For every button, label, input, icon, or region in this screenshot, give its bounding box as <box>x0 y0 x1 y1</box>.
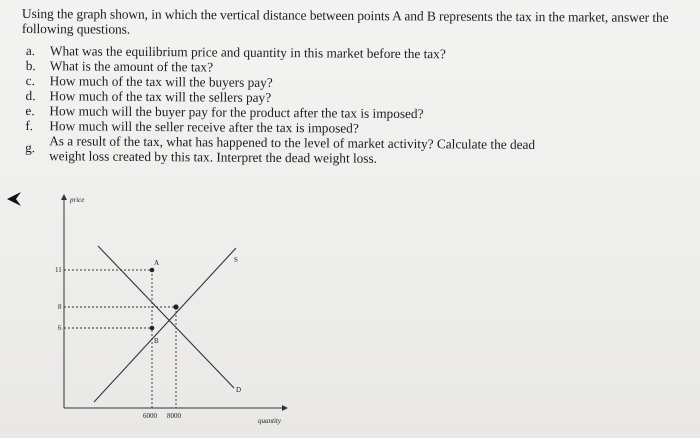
question-text: What is the amount of the tax? <box>49 58 214 75</box>
demand-label: D <box>236 386 242 394</box>
y-tick-8: 8 <box>58 303 62 311</box>
mouse-pointer-icon <box>5 190 23 208</box>
question-text: What was the equilibrium price and quantity in this market before the tax? <box>49 43 446 62</box>
x-tick-6000: 6000 <box>143 412 157 420</box>
demand-curve <box>98 246 234 388</box>
y-tick-11: 11 <box>55 266 62 274</box>
question-label: d. <box>25 88 36 104</box>
problem-intro: Using the graph shown, in which the vertical distance between points A and B represents the tax in the market, answer the following questions. <box>21 6 669 37</box>
point-a-marker <box>150 268 155 273</box>
point-b-marker <box>150 326 155 331</box>
y-axis-arrow-icon <box>61 194 67 200</box>
question-label: g. <box>25 140 36 156</box>
question-text: How much of the tax will the sellers pay? <box>49 88 272 105</box>
y-tick-6: 6 <box>58 324 62 332</box>
question-g <box>21 133 541 167</box>
x-axis-arrow-icon <box>282 405 288 411</box>
point-a-label: A <box>154 259 160 267</box>
question-text: How much will the buyer pay for the product after the tax is imposed? <box>49 103 424 122</box>
question-list <box>21 43 542 167</box>
point-b-label: B <box>154 337 159 345</box>
y-axis-label: price <box>70 196 85 204</box>
question-label: b. <box>25 58 36 74</box>
question-label: a. <box>25 43 36 59</box>
supply-curve <box>94 248 236 402</box>
x-tick-8000: 8000 <box>167 412 181 420</box>
x-axis-label: quantity <box>258 417 281 425</box>
question-text: As a result of the tax, what has happened to the level of market activity? Calculate the dead weight loss created by this tax. Interpret the dead weight loss. <box>49 133 536 166</box>
question-label: e. <box>25 103 35 119</box>
question-label: c. <box>25 73 35 89</box>
supply-label: S <box>234 256 238 264</box>
question-text: How much will the seller receive after the tax is imposed? <box>49 118 359 136</box>
equilibrium-marker <box>173 304 178 309</box>
question-text: How much of the tax will the buyers pay? <box>49 73 273 90</box>
question-label: f. <box>25 118 34 134</box>
